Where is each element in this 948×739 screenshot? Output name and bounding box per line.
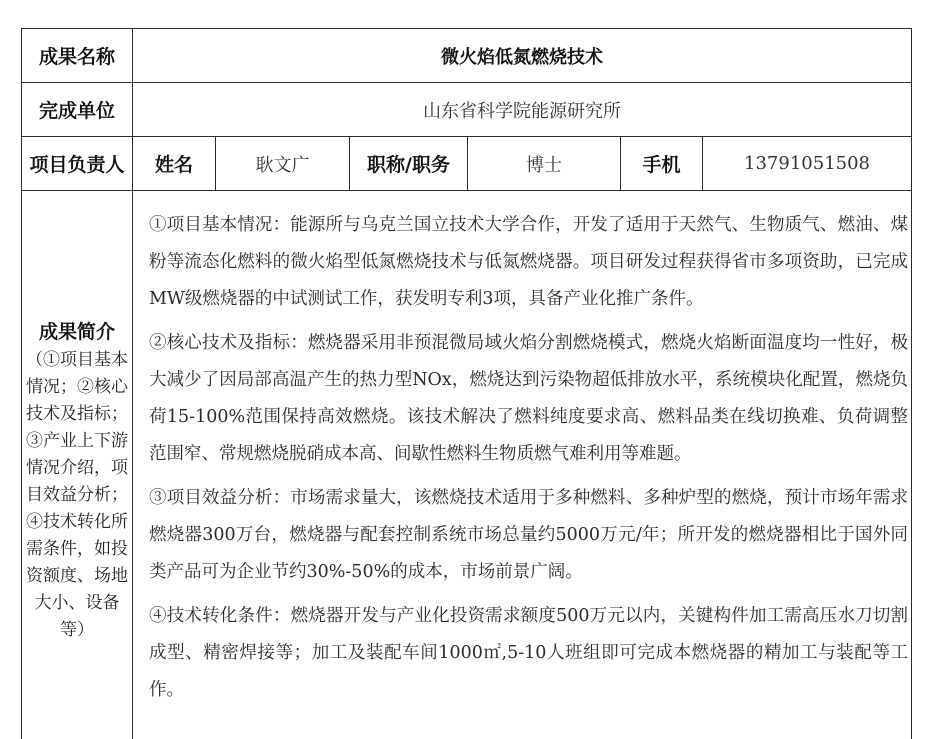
row-summary [22,191,912,739]
row-project-leader [22,137,912,191]
achievement-name-value: 微火焰低氮燃烧技术 [133,29,912,83]
summary-paragraph-core-tech: ②核心技术及指标：燃烧器采用非预混微局域火焰分割燃烧模式，燃烧火焰断面温度均一性好，极大减少了因局部高温产生的热力型NOx，燃烧达到污染物超低排放水平，系统模块化配置，燃烧负荷15-100%范围保持高效燃烧。该技术解决了燃料纯度要求高、燃料品类在线切换难、负荷调整范围窄、常规燃烧脱硝成本高、间歇性燃料生物质燃气难利用等难题。 [149,333,909,464]
project-leader-label: 项目负责人 [22,137,133,191]
completion-unit-label: 完成单位 [22,83,133,137]
summary-paragraph-benefit: ③项目效益分析：市场需求量大，该燃烧技术适用于多种燃料、多种炉型的燃烧，预计市场年需求燃烧器300万台，燃烧器与配套控制系统市场总量约5000万元/年；所开发的燃烧器相比于国外同类产品可为企业节约30%-50%的成本，市场前景广阔。 [149,488,909,582]
summary-label: 成果简介 [38,321,115,343]
name-value: 耿文广 [216,137,350,191]
row-achievement-name [22,29,912,83]
summary-sublabel: （①项目基本情况；②核心技术及指标；③产业上下游情况介绍，项目效益分析；④技术转化所需条件，如投资额度、场地大小、设备等） [26,350,128,640]
summary-paragraph-conditions: ④技术转化条件：燃烧器开发与产业化投资需求额度500万元以内，关键构件加工需高压水刀切割成型、精密焊接等；加工及装配车间1000㎡,5-10人班组即可完成本燃烧器的精加工与装配等工作。 [149,606,909,700]
summary-paragraph-basic-info: ①项目基本情况：能源所与乌克兰国立技术大学合作，开发了适用于天然气、生物质气、燃油、煤粉等流态化燃料的微火焰型低氮燃烧技术与低氮燃烧器。项目研发过程获得省市多项资助，已完成MW级燃烧器的中试测试工作，获发明专利3项，具备产业化推广条件。 [149,215,909,309]
completion-unit-value: 山东省科学院能源研究所 [133,83,912,137]
summary-label-cell [22,191,133,739]
title-label: 职称/职务 [350,137,468,191]
phone-value: 13791051508 [703,137,912,191]
phone-label: 手机 [621,137,703,191]
summary-content [133,191,912,739]
name-label: 姓名 [133,137,216,191]
achievement-name-label: 成果名称 [22,29,133,83]
title-value: 博士 [468,137,621,191]
row-completion-unit [22,83,912,137]
achievement-info-table [21,28,912,739]
